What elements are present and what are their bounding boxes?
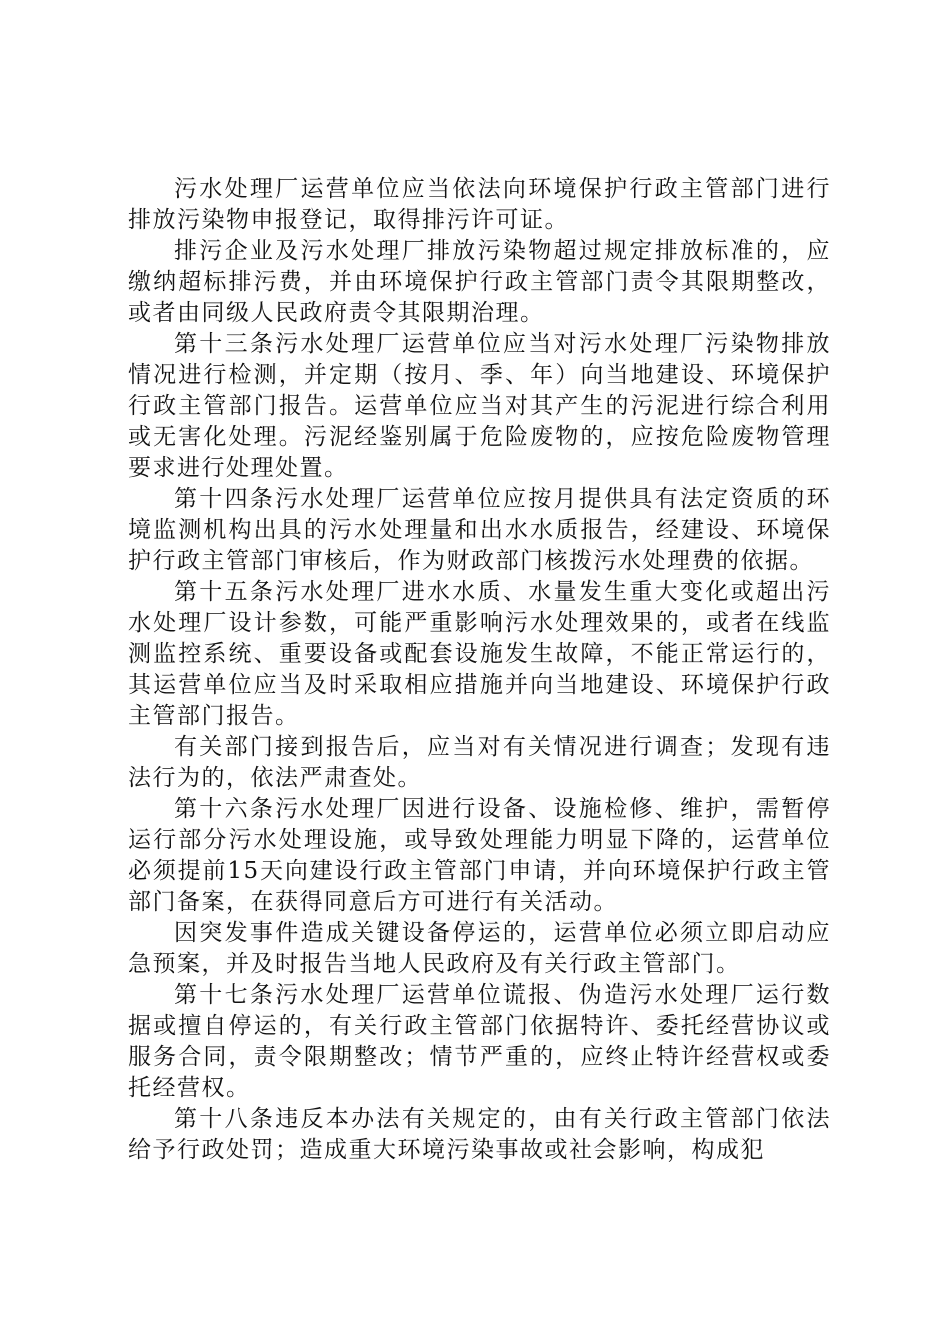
- paragraph-6: 有关部门接到报告后，应当对有关情况进行调查；发现有违法行为的，依法严肃查处。: [128, 734, 831, 791]
- paragraph-2: 排污企业及污水处理厂排放污染物超过规定排放标准的，应缴纳超标排污费，并由环境保护行政主管部门责令其限期整改，或者由同级人民政府责令其限期治理。: [128, 238, 831, 326]
- document-body: [128, 174, 831, 1166]
- paragraph-5: 第十五条污水处理厂进水水质、水量发生重大变化或超出污水处理厂设计参数，可能严重影响污水处理效果的，或者在线监测监控系统、重要设备或配套设施发生故障，不能正常运行的，其运营单位应当及时采取相应措施并向当地建设、环境保护行政主管部门报告。: [128, 579, 831, 729]
- paragraph-9: 第十七条污水处理厂运营单位谎报、伪造污水处理厂运行数据或擅自停运的，有关行政主管部门依据特许、委托经营协议或服务合同，责令限期整改；情节严重的，应终止特许经营权或委托经营权。: [128, 982, 831, 1101]
- paragraph-1: 污水处理厂运营单位应当依法向环境保护行政主管部门进行排放污染物申报登记，取得排污许可证。: [128, 176, 831, 233]
- paragraph-4: 第十四条污水处理厂运营单位应按月提供具有法定资质的环境监测机构出具的污水处理量和出水水质报告，经建设、环境保护行政主管部门审核后，作为财政部门核拨污水处理费的依据。: [128, 486, 831, 574]
- paragraph-7: 第十六条污水处理厂因进行设备、设施检修、维护，需暂停运行部分污水处理设施，或导致处理能力明显下降的，运营单位必须提前15天向建设行政主管部门申请，并向环境保护行政主管部门备案，在获得同意后方可进行有关活动。: [128, 796, 831, 915]
- paragraph-8: 因突发事件造成关键设备停运的，运营单位必须立即启动应急预案，并及时报告当地人民政府及有关行政主管部门。: [128, 920, 831, 977]
- paragraph-3: 第十三条污水处理厂运营单位应当对污水处理厂污染物排放情况进行检测，并定期（按月、季、年）向当地建设、环境保护行政主管部门报告。运营单位应当对其产生的污泥进行综合利用或无害化处理。污泥经鉴别属于危险废物的，应按危险废物管理要求进行处理处置。: [128, 331, 831, 481]
- paragraph-10: 第十八条违反本办法有关规定的，由有关行政主管部门依法给予行政处罚；造成重大环境污染事故或社会影响，构成犯: [128, 1106, 831, 1163]
